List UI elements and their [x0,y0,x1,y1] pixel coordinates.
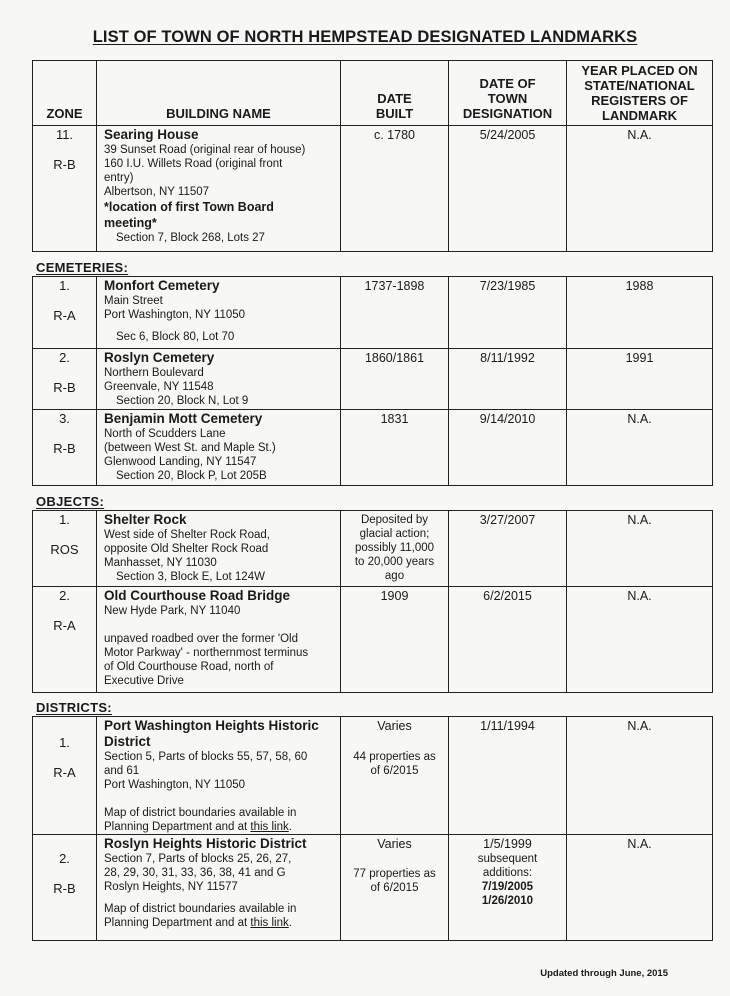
zone-cell: 1. R-A [33,717,97,835]
building-name: Searing House [104,127,199,142]
building-cell: Old Courthouse Road Bridge New Hyde Park, NY 11040 unpaved roadbed over the former 'Old Motor Parkway' - northernmost terminus of Old Courthouse Road, north of Executive Drive [97,587,341,693]
date-built: 1831 [341,410,449,486]
table-row [33,277,713,349]
year-registered: N.A. [567,587,713,693]
zone-cell: 2. R-B [33,835,97,941]
section-label-districts: DISTRICTS: [36,700,112,715]
page-title: LIST OF TOWN OF NORTH HEMPSTEAD DESIGNATED LANDMARKS [92,28,638,46]
table-header-row [33,61,713,126]
header-building-name: BUILDING NAME [97,61,341,126]
building-cell: Roslyn Cemetery Northern Boulevard Greenvale, NY 11548 Section 20, Block N, Lot 9 [97,349,341,410]
building-cell: Shelter Rock West side of Shelter Rock Road, opposite Old Shelter Rock Road Manhasset, NY 11030 Section 3, Block E, Lot 124W [97,511,341,587]
cemeteries-table [32,276,713,486]
year-registered: N.A. [567,835,713,941]
header-date-built: DATE BUILT [341,61,449,126]
zone-cell: 1. R-A [33,277,97,349]
date-designated: 9/14/2010 [449,410,567,486]
header-zone: ZONE [33,61,97,126]
year-registered: N.A. [567,511,713,587]
date-designated: 1/11/1994 [449,717,567,835]
zone-cell: 2. R-B [33,349,97,410]
zone-cell: 11. R-B [33,126,97,252]
district-map-link[interactable]: this link [250,917,289,929]
table-row [33,717,713,835]
building-cell: Monfort Cemetery Main Street Port Washington, NY 11050 Sec 6, Block 80, Lot 70 [97,277,341,349]
year-registered: N.A. [567,126,713,252]
building-cell: Roslyn Heights Historic District Section 7, Parts of blocks 25, 26, 27, 28, 29, 30, 31, 33, 36, 38, 41 and G Roslyn Heights, NY 11577 Map of district boundaries available in Planning Department and at this link. [97,835,341,941]
districts-table [32,716,713,941]
table-row [33,410,713,486]
section-label-cemeteries: CEMETERIES: [36,260,129,275]
date-designated: 6/2/2015 [449,587,567,693]
building-cell: Benjamin Mott Cemetery North of Scudders Lane (between West St. and Maple St.) Glenwood Landing, NY 11547 Section 20, Block P, Lot 205B [97,410,341,486]
building-cell: Port Washington Heights Historic District Section 5, Parts of blocks 55, 57, 58, 60 and 61 Port Washington, NY 11050 Map of district boundaries available in Planning Department and at this link. [97,717,341,835]
date-designated: 7/23/1985 [449,277,567,349]
table-row [33,835,713,941]
zone-cell: 1. ROS [33,511,97,587]
year-registered: N.A. [567,717,713,835]
date-built: 1909 [341,587,449,693]
date-designated: 5/24/2005 [449,126,567,252]
district-map-link[interactable]: this link [250,821,289,833]
date-built: c. 1780 [341,126,449,252]
zone-cell: 3. R-B [33,410,97,486]
landmarks-table [32,60,713,252]
date-designated: 3/27/2007 [449,511,567,587]
table-row [33,511,713,587]
table-row [33,126,713,252]
building-cell: Searing House 39 Sunset Road (original rear of house) 160 I.U. Willets Road (original front entry) Albertson, NY 11507 *location of first Town Board meeting* Section 7, Block 268, Lots 27 [97,126,341,252]
year-registered: 1991 [567,349,713,410]
header-registers: YEAR PLACED ON STATE/NATIONAL REGISTERS OF LANDMARK [567,61,713,126]
date-built: Varies 44 properties as of 6/2015 [341,717,449,835]
header-date-designation: DATE OF TOWN DESIGNATION [449,61,567,126]
date-built: 1860/1861 [341,349,449,410]
date-built: 1737-1898 [341,277,449,349]
zone-cell: 2. R-A [33,587,97,693]
date-designated: 1/5/1999 subsequent additions: 7/19/2005 1/26/2010 [449,835,567,941]
year-registered: 1988 [567,277,713,349]
updated-note: Updated through June, 2015 [540,968,668,979]
objects-table [32,510,713,693]
date-designated: 8/11/1992 [449,349,567,410]
table-row [33,587,713,693]
table-row [33,349,713,410]
date-built: Deposited by glacial action; possibly 11,000 to 20,000 years ago [341,511,449,587]
date-built: Varies 77 properties as of 6/2015 [341,835,449,941]
year-registered: N.A. [567,410,713,486]
section-label-objects: OBJECTS: [36,494,105,509]
